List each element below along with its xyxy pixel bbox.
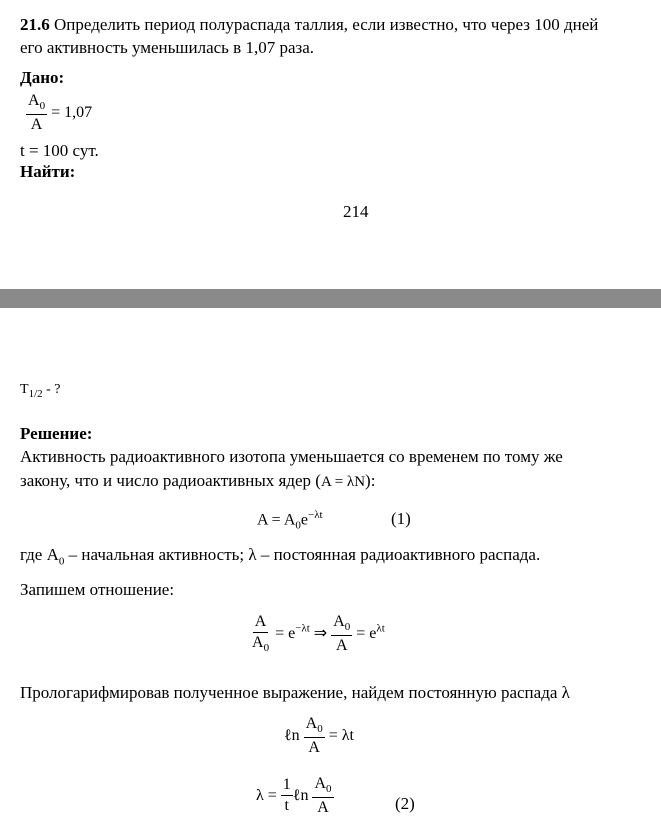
where-line: где $A_0$ – начальная активность; λ – постоянная радиоактивного распада. (20, 545, 541, 568)
given-ratio-fraction: $\frac{A_0}{A}$ (28, 92, 46, 133)
implies-arrow: ⇒ (313, 622, 328, 642)
write-ratio-line: Запишем отношение: (20, 580, 175, 599)
equation-1-number: (1) (391, 509, 411, 528)
ratio-fraction-a0-over-a: $\frac{A_0}{A}$ (333, 613, 351, 654)
activity-formula: A = λN (320, 474, 366, 490)
eq2-fraction-a0-over-a: $\frac{A_0}{A}$ (314, 775, 332, 816)
given-time: t = 100 сут. (20, 141, 99, 160)
equation-1: $A = A_0e^{-\lambda t}$ (257, 509, 323, 532)
problem-number: 21.6 (20, 15, 50, 34)
ratio-fraction-a-over-a0: $\frac{A}{A_0}$ (252, 613, 270, 654)
equation-2-number: (2) (395, 794, 415, 813)
find-target: $T_{1/2}$ - ? (20, 382, 61, 400)
given-ratio-value: = 1,07 (51, 103, 93, 121)
equation-2: λ = $\frac{1}{t}$ ℓn $\frac{A_0}{A}$ (256, 775, 332, 816)
eq2-fraction-1-over-t: $\frac{1}{t}$ (282, 776, 291, 815)
solution-label: Решение: (20, 424, 93, 443)
given-label: Дано: (20, 68, 65, 87)
find-label: Найти: (20, 162, 76, 181)
log-fraction: $\frac{A_0}{A}$ (305, 715, 323, 756)
page-separator (0, 289, 661, 308)
page-number: 214 (343, 202, 369, 221)
solution-paragraph1: Активность радиоактивного изотопа уменьшается со временем по тому же закону, что и число радиоактивных ядер (A = λN): (20, 447, 563, 490)
given-ratio (26, 93, 92, 134)
equation-ratio: $\frac{A}{A_0}$ = $e^{-\lambda t}$ ⇒ $\frac{A_0}{A}$ = $e^{\lambda t}$ (252, 613, 385, 654)
problem-text-line1: Определить период полураспада таллия, если известно, что через 100 дней (54, 15, 599, 34)
problem-text-line2: его активность уменьшилась в 1,07 раза. (20, 38, 315, 57)
equation-log: ℓn $\frac{A_0}{A}$ = λt (284, 715, 354, 756)
logarithm-line: Прологарифмировав полученное выражение, найдем постоянную распада λ (20, 683, 570, 702)
problem-statement (20, 13, 650, 59)
